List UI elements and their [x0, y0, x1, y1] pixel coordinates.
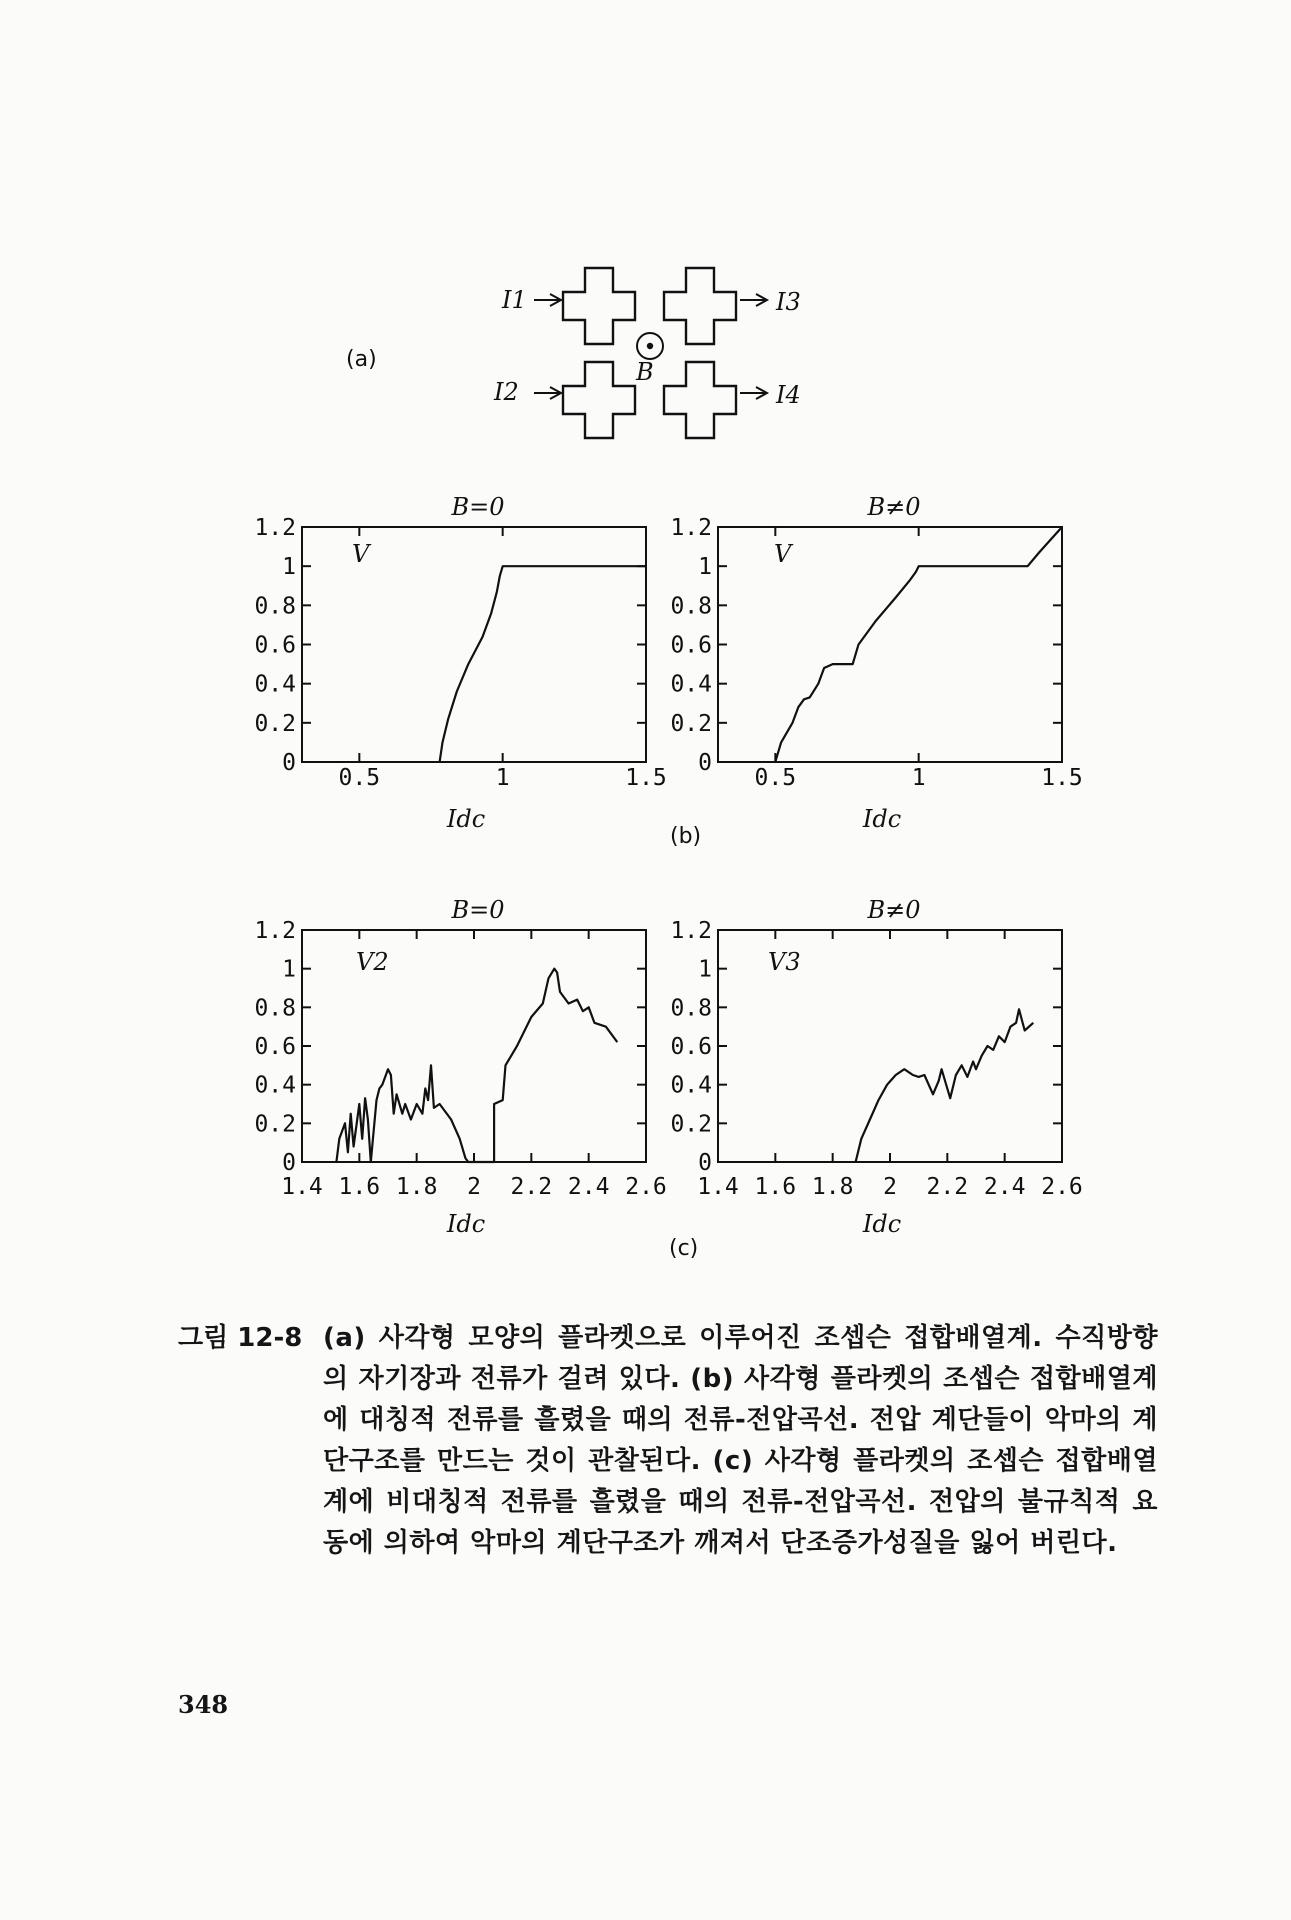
y-axis-label: V2	[356, 948, 389, 976]
y-tick-label: 0	[698, 750, 712, 776]
chart-title: B≠0	[867, 896, 921, 924]
x-tick-label: 2.6	[1041, 1174, 1083, 1200]
y-tick-label: 1	[282, 956, 296, 983]
x-axis-label: Idc	[862, 1210, 902, 1238]
x-tick-label: 1.6	[754, 1174, 797, 1200]
plot-frame	[302, 930, 646, 1162]
x-tick-label: 1.5	[625, 765, 667, 791]
y-tick-label: 0.2	[254, 710, 296, 737]
chart-title: B≠0	[867, 493, 921, 521]
arrow-i3	[740, 294, 767, 306]
field-b-label: B	[636, 358, 654, 386]
x-tick-label: 0.5	[338, 765, 381, 791]
y-tick-label: 0.6	[670, 632, 712, 659]
current-i3-label: I3	[776, 288, 801, 316]
x-tick-label: 1.8	[395, 1174, 438, 1200]
chart-c-right	[670, 896, 1082, 1238]
plaquette-top-right	[664, 268, 736, 344]
y-tick-label: 1.2	[670, 918, 712, 944]
x-tick-label: 2	[467, 1174, 481, 1200]
arrow-i4	[740, 387, 767, 399]
plot-frame	[718, 527, 1062, 762]
x-tick-label: 1.8	[811, 1174, 854, 1200]
y-tick-label: 0.2	[254, 1111, 296, 1138]
y-tick-label: 1	[282, 554, 296, 581]
x-tick-label: 1	[911, 765, 926, 791]
x-tick-label: 0.5	[754, 765, 797, 791]
series-line-V2	[336, 969, 617, 1162]
panel-a-schematic	[346, 268, 801, 438]
series-line-V3	[856, 1009, 1034, 1162]
chart-c-left	[254, 896, 666, 1238]
x-tick-label: 2.2	[510, 1174, 553, 1200]
x-tick-label: 2.6	[625, 1174, 667, 1200]
series-line-V	[440, 566, 646, 762]
y-tick-label: 1	[698, 554, 712, 581]
y-tick-label: 0.4	[254, 1072, 296, 1099]
figure-caption	[178, 1318, 1158, 1564]
chart-title: B=0	[451, 896, 505, 924]
y-tick-label: 1.2	[254, 515, 296, 541]
y-tick-label: 0.2	[670, 710, 712, 737]
chart-title: B=0	[451, 493, 505, 521]
current-i2-label: I2	[494, 378, 519, 406]
y-tick-label: 0	[698, 1150, 712, 1176]
y-axis-label: V3	[768, 948, 801, 976]
y-axis-label: V	[774, 540, 792, 568]
x-tick-label: 2.4	[567, 1174, 610, 1200]
y-tick-label: 0.4	[670, 671, 712, 698]
x-tick-label: 2.4	[983, 1174, 1026, 1200]
page-number: 348	[178, 1690, 229, 1719]
panel-b-label: (b)	[670, 824, 702, 849]
y-tick-label: 0.8	[254, 593, 296, 620]
y-tick-label: 1	[698, 956, 712, 983]
arrow-i1	[534, 294, 561, 306]
x-tick-label: 2.2	[926, 1174, 969, 1200]
chart-b-left	[254, 493, 666, 833]
panel-c-label: (c)	[669, 1236, 699, 1261]
plaquette-bottom-left	[563, 362, 635, 438]
x-tick-label: 1	[495, 765, 510, 791]
current-i4-label: I4	[776, 381, 801, 409]
y-tick-label: 0	[282, 750, 296, 776]
y-tick-label: 0.6	[254, 1034, 296, 1060]
x-axis-label: Idc	[446, 805, 486, 833]
chart-b-right	[670, 493, 1082, 833]
y-tick-label: 0.8	[254, 995, 296, 1022]
plaquette-bottom-right	[664, 362, 736, 438]
y-tick-label: 0.6	[670, 1034, 712, 1060]
y-tick-label: 0	[282, 1150, 296, 1176]
y-axis-label: V	[352, 540, 370, 568]
plaquette-top-left	[563, 268, 635, 344]
series-line-V	[775, 527, 1062, 762]
y-tick-label: 0.6	[254, 632, 296, 659]
y-tick-label: 1.2	[670, 515, 712, 541]
x-tick-label: 1.6	[338, 1174, 381, 1200]
field-dot-icon	[647, 343, 653, 349]
caption-text: (a) 사각형 모양의 플라켓으로 이루어진 조셉슨 접합배열계. 수직방향의 자기장과 전류가 걸려 있다. (b) 사각형 플라켓의 조셉슨 접합배열계에 대칭적 전류를 흘렸을 때의 전류-전압곡선. 전압 계단들이 악마의 계단구조를 만드는 것이 관찰된다. (c) 사각형 플라켓의 조셉슨 접합배열계에 비대칭적 전류를 흘렸을 때의 전류-전압곡선. 전압의 불규칙적 요동에 의하여 악마의 계단구조가 깨져서 단조증가성질을 잃어 버린다.	[323, 1323, 1158, 1558]
y-tick-label: 0.8	[670, 593, 712, 620]
x-tick-label: 1.4	[697, 1174, 739, 1200]
y-tick-label: 0.4	[670, 1072, 712, 1099]
x-tick-label: 1.4	[281, 1174, 323, 1200]
current-i1-label: I1	[502, 286, 527, 314]
x-tick-label: 1.5	[1041, 765, 1083, 791]
y-tick-label: 1.2	[254, 918, 296, 944]
panel-a-label: (a)	[346, 347, 377, 372]
x-axis-label: Idc	[862, 805, 902, 833]
figure-number: 그림 12-8	[178, 1323, 303, 1353]
y-tick-label: 0.2	[670, 1111, 712, 1138]
y-tick-label: 0.4	[254, 671, 296, 698]
x-axis-label: Idc	[446, 1210, 486, 1238]
arrow-i2	[534, 387, 561, 399]
y-tick-label: 0.8	[670, 995, 712, 1022]
x-tick-label: 2	[883, 1174, 897, 1200]
plaquette-array	[563, 268, 736, 438]
